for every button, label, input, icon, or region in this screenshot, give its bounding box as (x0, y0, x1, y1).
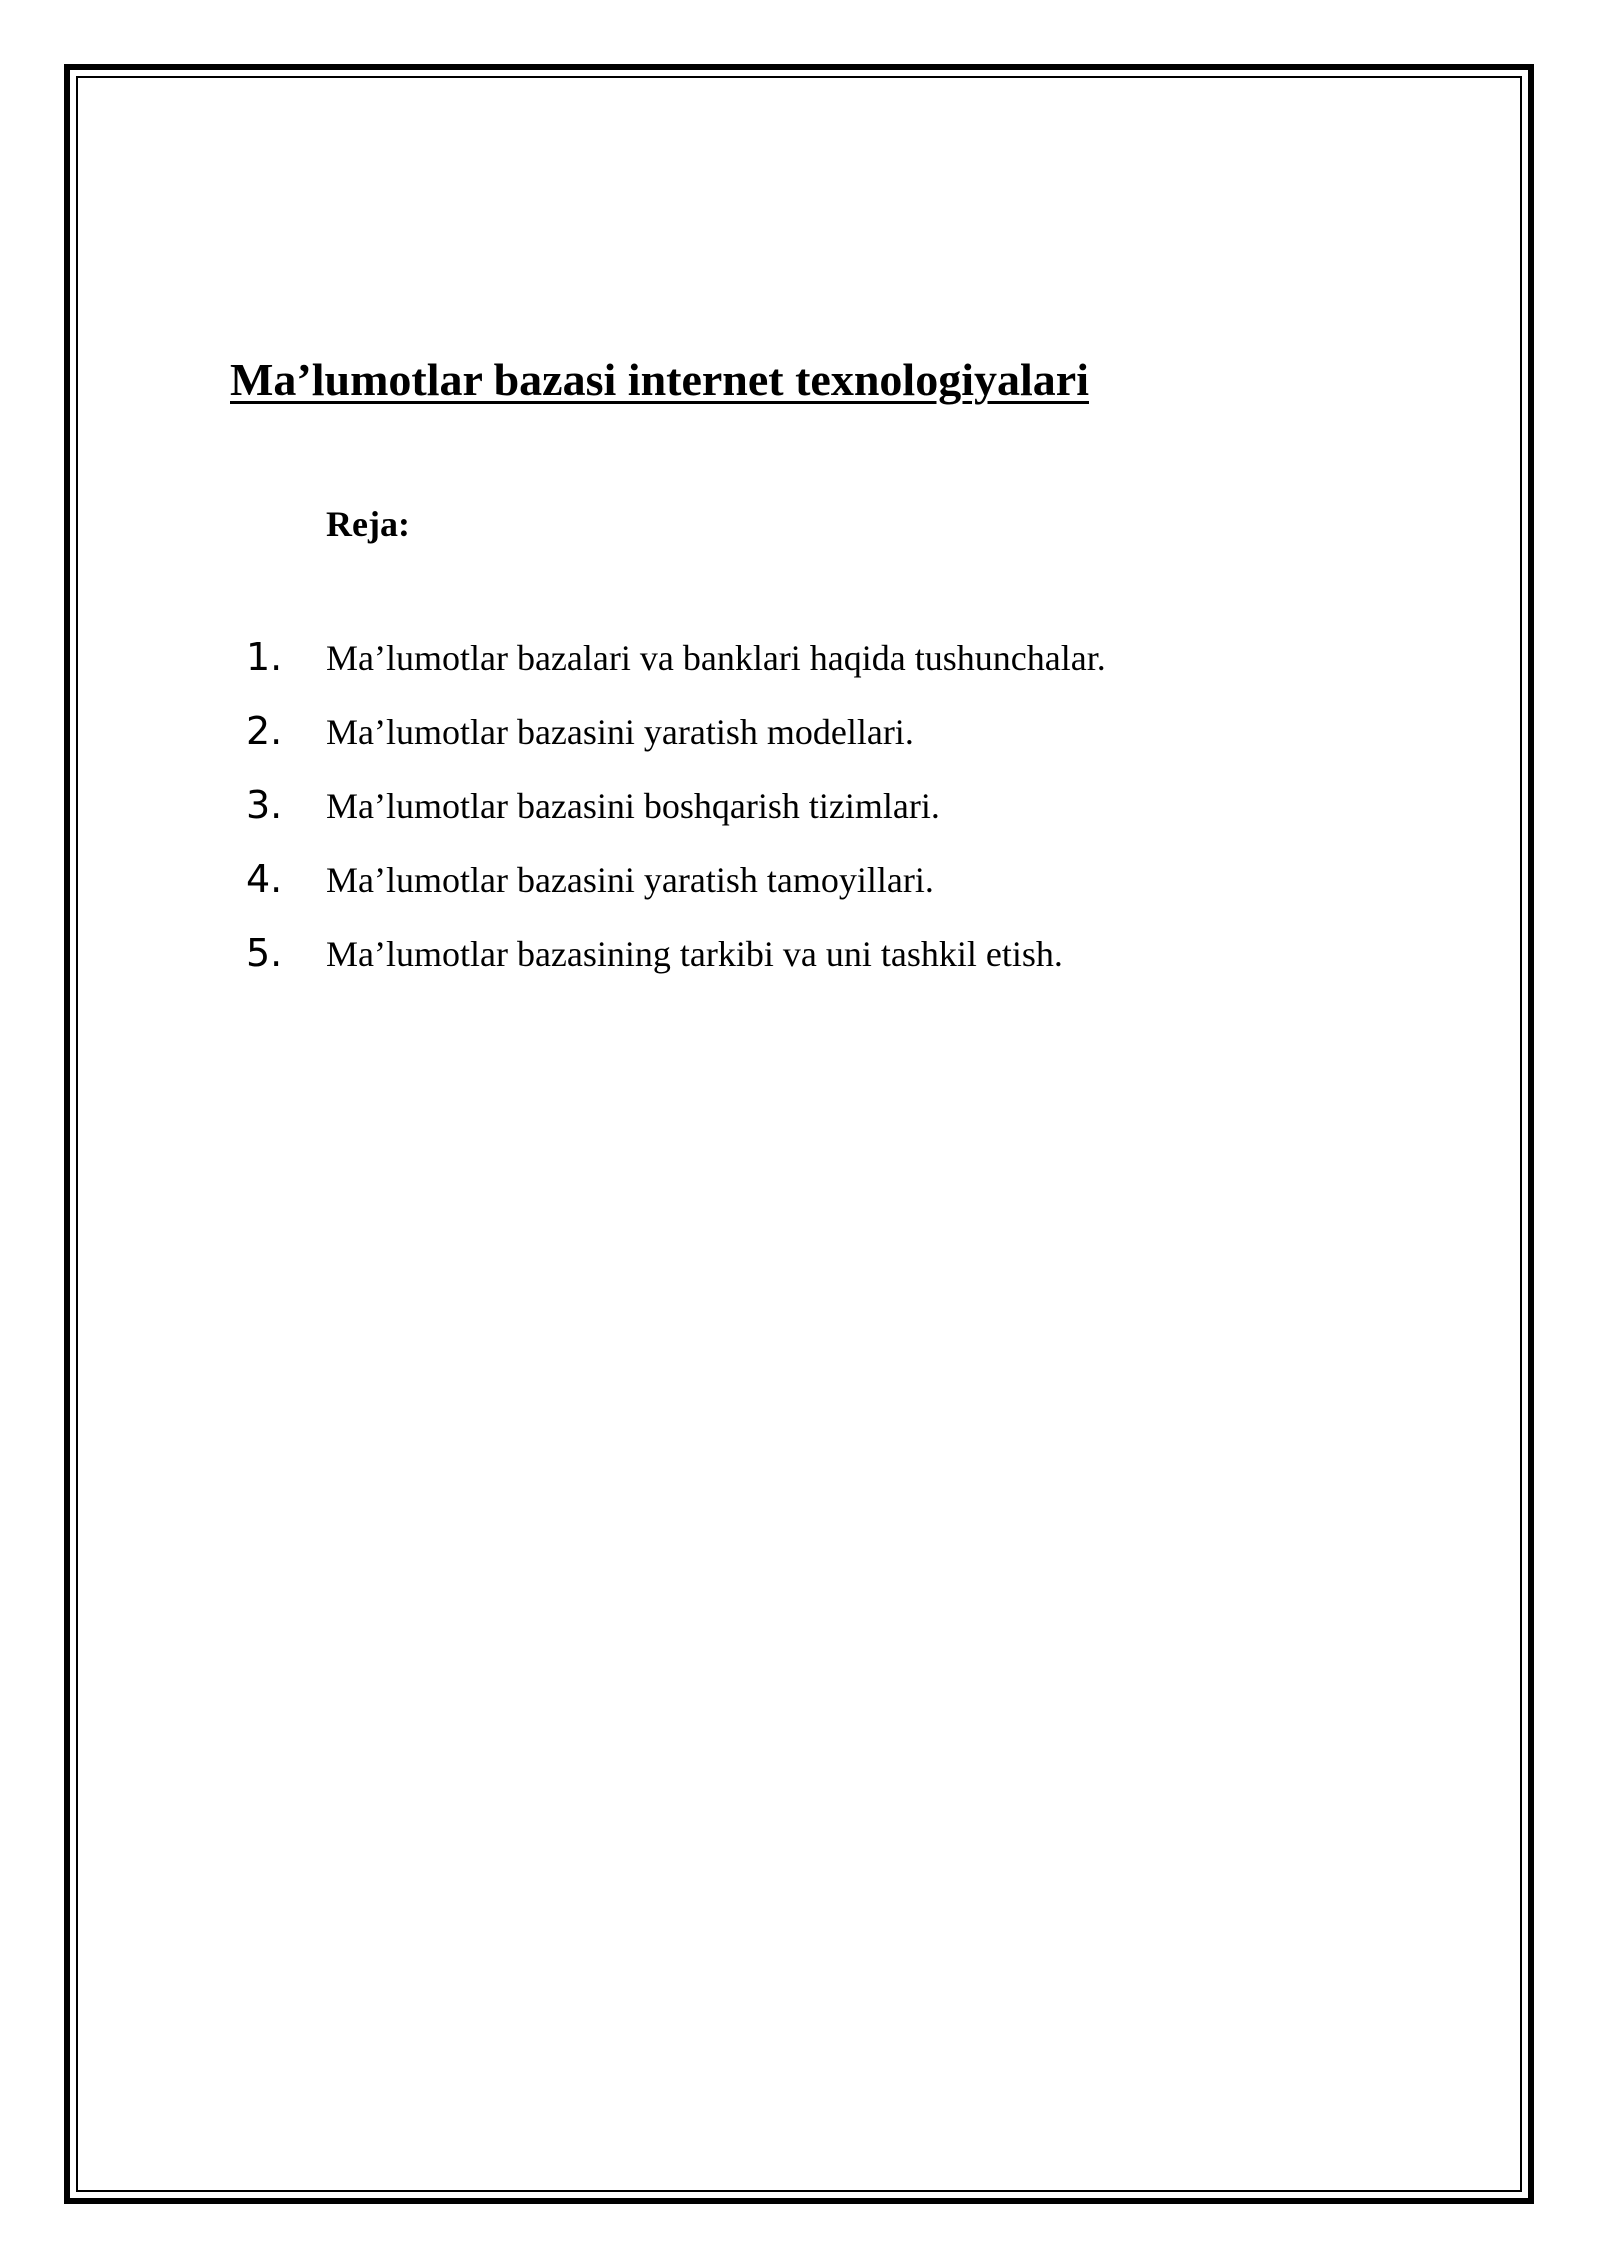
plan-item-number: 3. (246, 783, 283, 827)
plan-item-text: Ma’lumotlar bazasining tarkibi va uni tashkil etish. (326, 934, 1063, 974)
plan-item-text: Ma’lumotlar bazalari va banklari haqida tushunchalar. (326, 638, 1106, 678)
plan-item-1 (246, 635, 1106, 709)
plan-item-number: 1. (246, 635, 283, 679)
document-title: Ma’lumotlar bazasi internet texnologiyalari (230, 354, 1089, 405)
plan-item-text: Ma’lumotlar bazasini boshqarish tizimlari. (326, 786, 940, 826)
plan-item-text: Ma’lumotlar bazasini yaratish modellari. (326, 712, 914, 752)
plan-item-number: 5. (246, 931, 283, 975)
plan-item-5 (246, 931, 1106, 1005)
plan-item-number: 4. (246, 857, 283, 901)
plan-item-4 (246, 857, 1106, 931)
plan-item-number: 2. (246, 709, 283, 753)
plan-item-text: Ma’lumotlar bazasini yaratish tamoyillari. (326, 860, 934, 900)
plan-item-2 (246, 709, 1106, 783)
plan-label: Reja: (326, 504, 410, 544)
plan-list (246, 635, 1106, 1005)
plan-item-3 (246, 783, 1106, 857)
